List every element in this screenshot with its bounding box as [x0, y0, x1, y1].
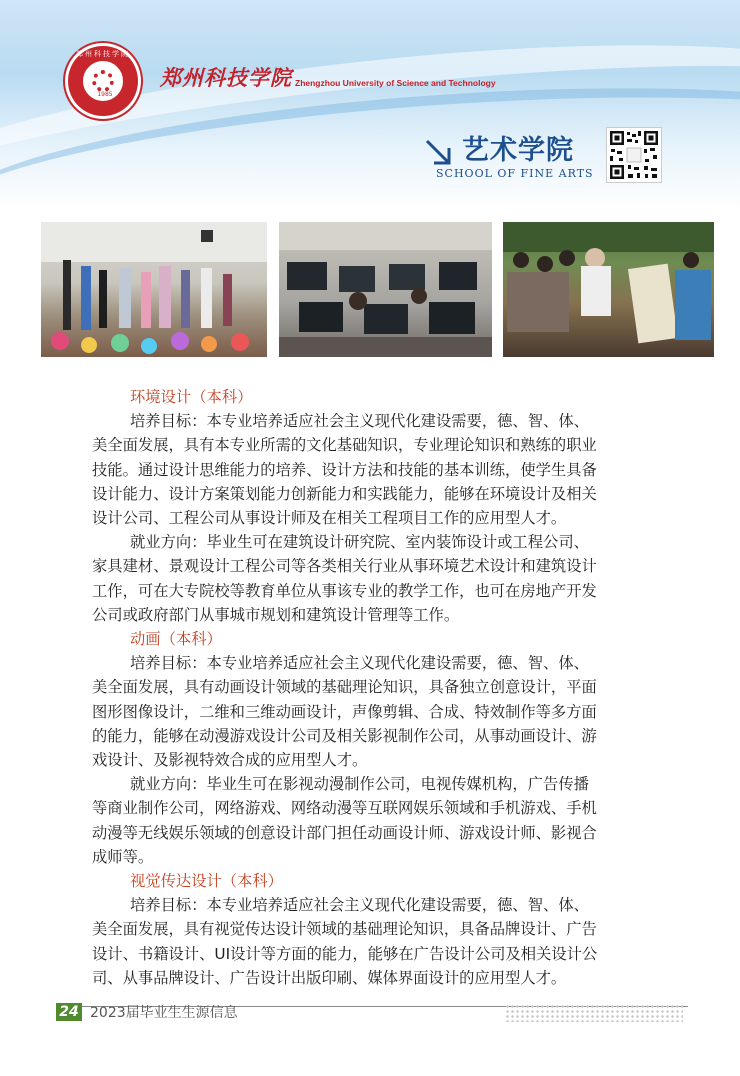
- logo-ring-text: 郑州科技学院: [76, 50, 130, 58]
- college-title: 艺术学院: [462, 135, 574, 166]
- section-heading: 动画（本科）: [130, 630, 222, 649]
- text-line: 家具建材、景观设计工程公司等各类相关行业从事环境艺术设计和建筑设计: [92, 557, 597, 576]
- paragraph: [92, 772, 672, 869]
- university-name-en: Zhengzhou University of Science and Technology: [295, 78, 496, 88]
- text-line: 的能力，能够在动漫游戏设计公司及相关影视制作公司，从事动画设计、游: [92, 726, 597, 745]
- footer-title: 2023届毕业生生源信息: [90, 1005, 238, 1021]
- text-line: 就业方向：毕业生可在影视动漫制作公司，电视传媒机构，广告传播: [130, 775, 589, 794]
- paragraph: [92, 651, 672, 772]
- text-line: 戏设计、及影视特效合成的应用型人才。: [92, 751, 368, 770]
- college-subtitle: SCHOOL OF FINE ARTS: [436, 167, 594, 180]
- page-number: 24: [56, 1003, 82, 1021]
- text-line: 图形图像设计，二维和三维动画设计，声像剪辑、合成、特效制作等多方面: [92, 702, 597, 721]
- stage-performance-photo: [41, 222, 267, 357]
- logo-year: 1985: [97, 91, 113, 98]
- text-line: 美全面发展，具有动画设计领域的基础理论知识，具备独立创意设计，平面: [92, 678, 597, 697]
- paragraph: [92, 530, 672, 627]
- text-line: 设计能力、设计方案策划能力创新能力和实践能力，能够在环境设计及相关: [92, 484, 597, 503]
- section-heading: 环境设计（本科）: [130, 388, 253, 406]
- text-line: 美全面发展，具有视觉传达设计领域的基础理论知识，具备品牌设计、广告: [92, 920, 597, 939]
- text-line: 公司或政府部门从事城市规划和建筑设计管理等工作。: [92, 605, 460, 624]
- qr-code-icon: [606, 127, 662, 183]
- text-line: 设计、书籍设计、UI设计等方面的能力，能够在广告设计公司及相关设计公: [92, 944, 598, 963]
- text-line: 培养目标：本专业培养适应社会主义现代化建设需要，德、智、体、: [130, 896, 589, 915]
- outdoor-painting-demo-photo: [503, 222, 714, 357]
- computer-lab-photo: [279, 222, 492, 357]
- text-line: 就业方向：毕业生可在建筑设计研究院、室内装饰设计或工程公司、: [130, 533, 589, 552]
- header-banner: [0, 0, 740, 210]
- gear-icon: [92, 70, 114, 92]
- footer-dot-pattern: [505, 1004, 683, 1022]
- text-line: 动漫等无线娱乐领域的创意设计部门担任动画设计师、游戏设计师、影视合: [92, 823, 597, 842]
- text-line: 技能。通过设计思维能力的培养、设计方法和技能的基本训练，使学生具备: [92, 460, 597, 479]
- text-line: 培养目标：本专业培养适应社会主义现代化建设需要，德、智、体、: [130, 412, 589, 431]
- text-line: 成师等。: [92, 847, 154, 866]
- text-line: 司、从事品牌设计、广告设计出版印刷、媒体界面设计的应用型人才。: [92, 968, 567, 987]
- text-line: 工作，可在大专院校等教育单位从事该专业的教学工作，也可在房地产开发: [92, 581, 597, 600]
- logo-emblem: [81, 59, 125, 103]
- text-line: 美全面发展，具有本专业所需的文化基础知识，专业理论知识和熟练的职业: [92, 436, 597, 455]
- university-name-cn: 郑州科技学院: [160, 65, 292, 90]
- arrow-down-right-icon: [424, 138, 454, 168]
- text-line: 设计公司、工程公司从事设计师及在相关工程项目工作的应用型人才。: [92, 509, 567, 528]
- text-line: 培养目标：本专业培养适应社会主义现代化建设需要，德、智、体、: [130, 654, 589, 673]
- paragraph: [92, 409, 672, 530]
- paragraph: [92, 893, 672, 990]
- article-body: [92, 385, 672, 990]
- university-logo: [68, 46, 138, 116]
- section-heading: 视觉传达设计（本科）: [130, 872, 283, 891]
- text-line: 等商业制作公司，网络游戏、网络动漫等互联网娱乐领域和手机游戏、手机: [92, 799, 597, 818]
